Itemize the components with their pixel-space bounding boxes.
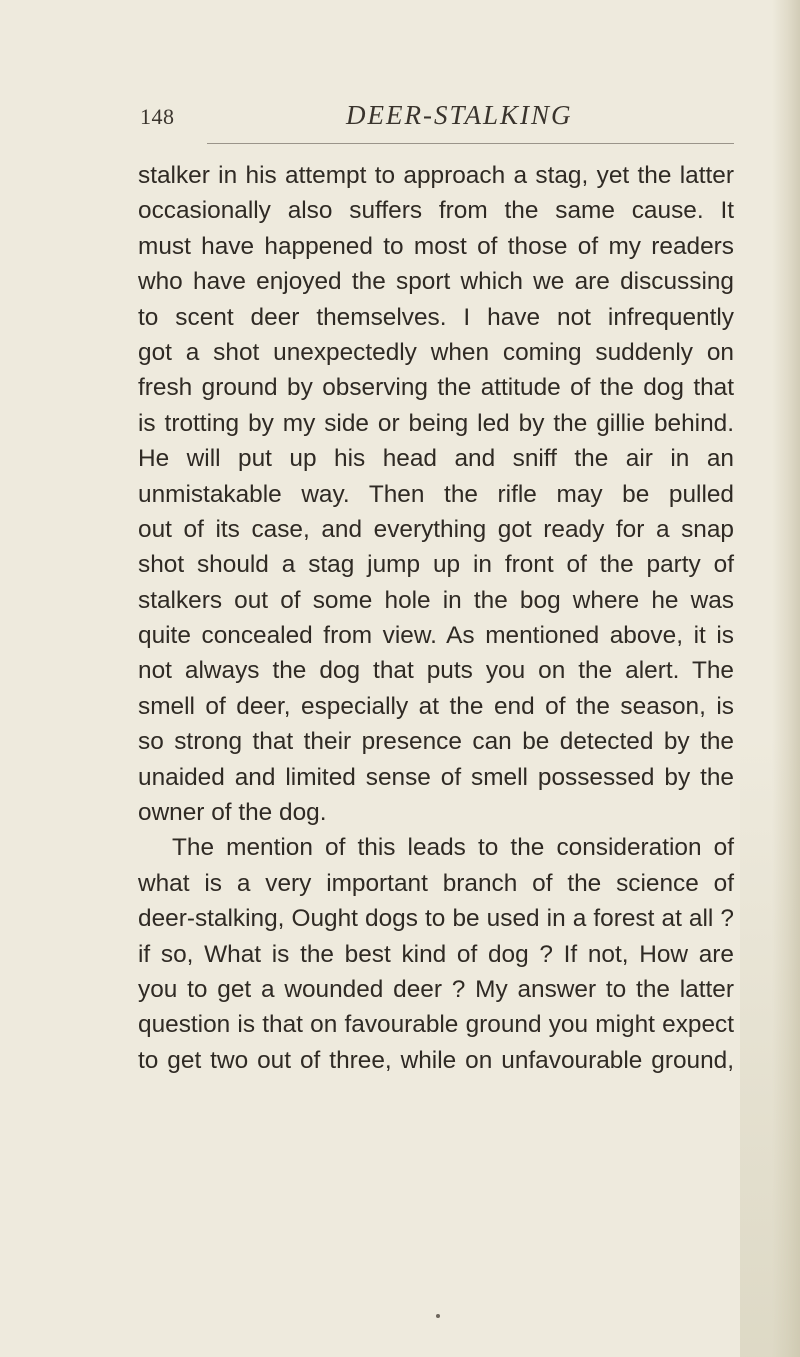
page-number: 148: [140, 104, 175, 129]
text-line: if so, What is the best kind of dog ? If not, How are: [138, 940, 734, 968]
text-line: fresh ground by observing the attitude of the dog that: [138, 374, 734, 402]
running-head: [138, 100, 734, 140]
text-line: occasionally also suffers from the same cause. It: [138, 197, 734, 225]
text-line: deer-stalking, Ought dogs to be used in a forest at all ?: [138, 905, 734, 933]
text-line: to get two out of three, while on unfavourable ground,: [138, 1046, 734, 1074]
text-line: unmistakable way. Then the rifle may be pulled: [138, 480, 734, 508]
text-line: got a shot unexpectedly when coming suddenly on: [138, 338, 734, 366]
text-line: to scent deer themselves. I have not infrequently: [138, 303, 734, 331]
text-line: stalker in his attempt to approach a stag, yet the latter: [138, 162, 734, 189]
running-title: DEER-STALKING: [346, 100, 573, 130]
text-line: He will put up his head and sniff the air in an: [138, 445, 734, 473]
text-line: not always the dog that puts you on the alert. The: [138, 657, 734, 685]
paper-speck: [436, 1314, 440, 1318]
page-corner-shadow: [740, 737, 800, 1357]
text-line: shot should a stag jump up in front of the party of: [138, 551, 734, 579]
text-line: stalkers out of some hole in the bog where he was: [138, 586, 734, 614]
text-line: unaided and limited sense of smell possessed by the: [138, 763, 734, 791]
body-text: [138, 158, 734, 1078]
text-line: owner of the dog.: [138, 799, 327, 827]
text-line: so strong that their presence can be detected by the: [138, 728, 734, 756]
text-line: what is a very important branch of the science of: [138, 869, 734, 897]
text-line: quite concealed from view. As mentioned above, it is: [138, 622, 734, 650]
text-line: smell of deer, especially at the end of the season, is: [138, 692, 734, 720]
text-line: you to get a wounded deer ? My answer to the latter: [138, 975, 734, 1003]
text-line: is trotting by my side or being led by the gillie behind.: [138, 409, 734, 437]
text-line: must have happened to most of those of my readers: [138, 232, 734, 260]
text-line: who have enjoyed the sport which we are discussing: [138, 268, 734, 296]
text-line-paragraph-start: The mention of this leads to the consideration of: [172, 834, 734, 862]
text-line: out of its case, and everything got ready for a snap: [138, 515, 734, 543]
header-rule: [207, 143, 734, 144]
text-line: question is that on favourable ground you might expect: [138, 1011, 734, 1039]
